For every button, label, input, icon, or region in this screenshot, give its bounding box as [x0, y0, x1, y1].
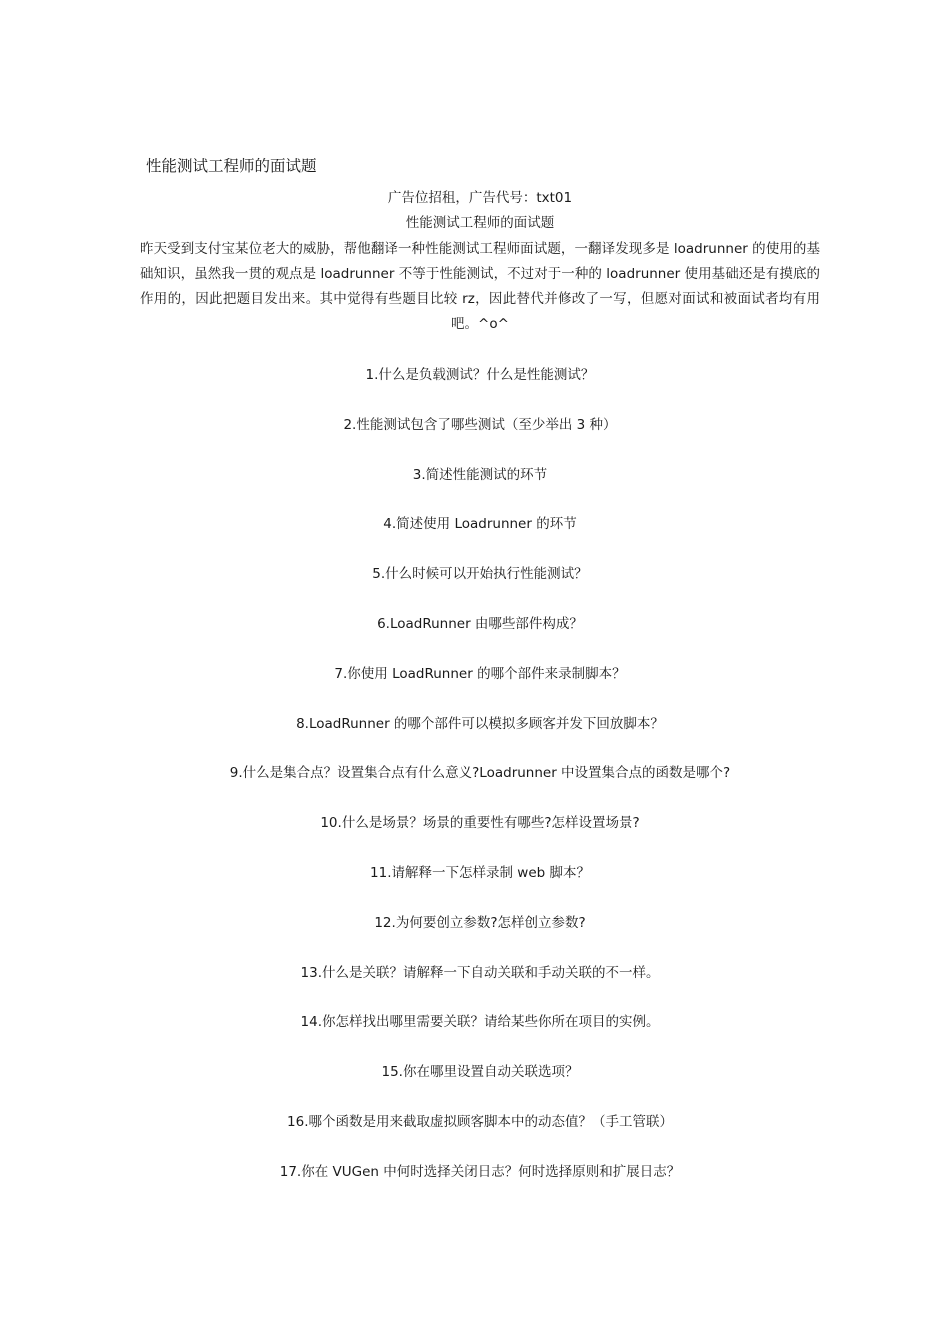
- question-item: 4.简述使用 Loadrunner 的环节: [383, 516, 577, 533]
- question-item: 14.你怎样找出哪里需要关联？请给某些你所在项目的实例。: [300, 1014, 660, 1031]
- question-item: 17.你在 VUGen 中何时选择关闭日志？何时选择原则和扩展日志？: [279, 1163, 681, 1180]
- question-item: 2.性能测试包含了哪些测试（至少举出 3 种）: [343, 416, 617, 433]
- question-item: 8.LoadRunner 的哪个部件可以模拟多顾客并发下回放脚本？: [296, 715, 664, 732]
- ad-line: 广告位招租，广告代号：txt01: [387, 190, 573, 206]
- question-item: 12.为何要创立参数?怎样创立参数?: [374, 914, 586, 931]
- document-subtitle: 性能测试工程师的面试题: [405, 215, 555, 231]
- question-item: 15.你在哪里设置自动关联选项？: [381, 1064, 579, 1081]
- question-item: 13.什么是关联？请解释一下自动关联和手动关联的不一样。: [300, 964, 660, 981]
- question-item: 1.什么是负载测试？什么是性能测试？: [365, 367, 595, 383]
- question-item: 9.什么是集合点？设置集合点有什么意义?Loadrunner 中设置集合点的函数是哪个?: [229, 765, 731, 782]
- question-item: 11.请解释一下怎样录制 web 脚本？: [370, 864, 590, 881]
- question-item: 16.哪个函数是用来截取虚拟顾客脚本中的动态值？（手工管联）: [287, 1113, 673, 1130]
- question-item: 5.什么时候可以开始执行性能测试？: [372, 566, 588, 583]
- question-item: 10.什么是场景？场景的重要性有哪些?怎样设置场景?: [320, 815, 640, 832]
- question-item: 7.你使用 LoadRunner 的哪个部件来录制脚本？: [334, 665, 626, 682]
- intro-paragraph: 昨天受到支付宝某位老大的威胁，帮他翻译一种性能测试工程师面试题，一翻译发现多是 loadrunner 的使用的基础知识，虽然我一贯的观点是 loadrunner 不等于性能测试，不过对于一种的 loadrunner 使用基础还是有摸底的作用的，因此把题目发出来。其中觉得有些题目比较 rz，因此替代并修改了一写，但愿对面试和被面试者均有用吧。^o^: [140, 241, 820, 332]
- question-item: 6.LoadRunner 由哪些部件构成？: [377, 615, 583, 632]
- question-item: 3.简述性能测试的环节: [412, 466, 548, 483]
- question-list: [140, 362, 820, 1209]
- document-title: 性能测试工程师的面试题: [146, 157, 317, 175]
